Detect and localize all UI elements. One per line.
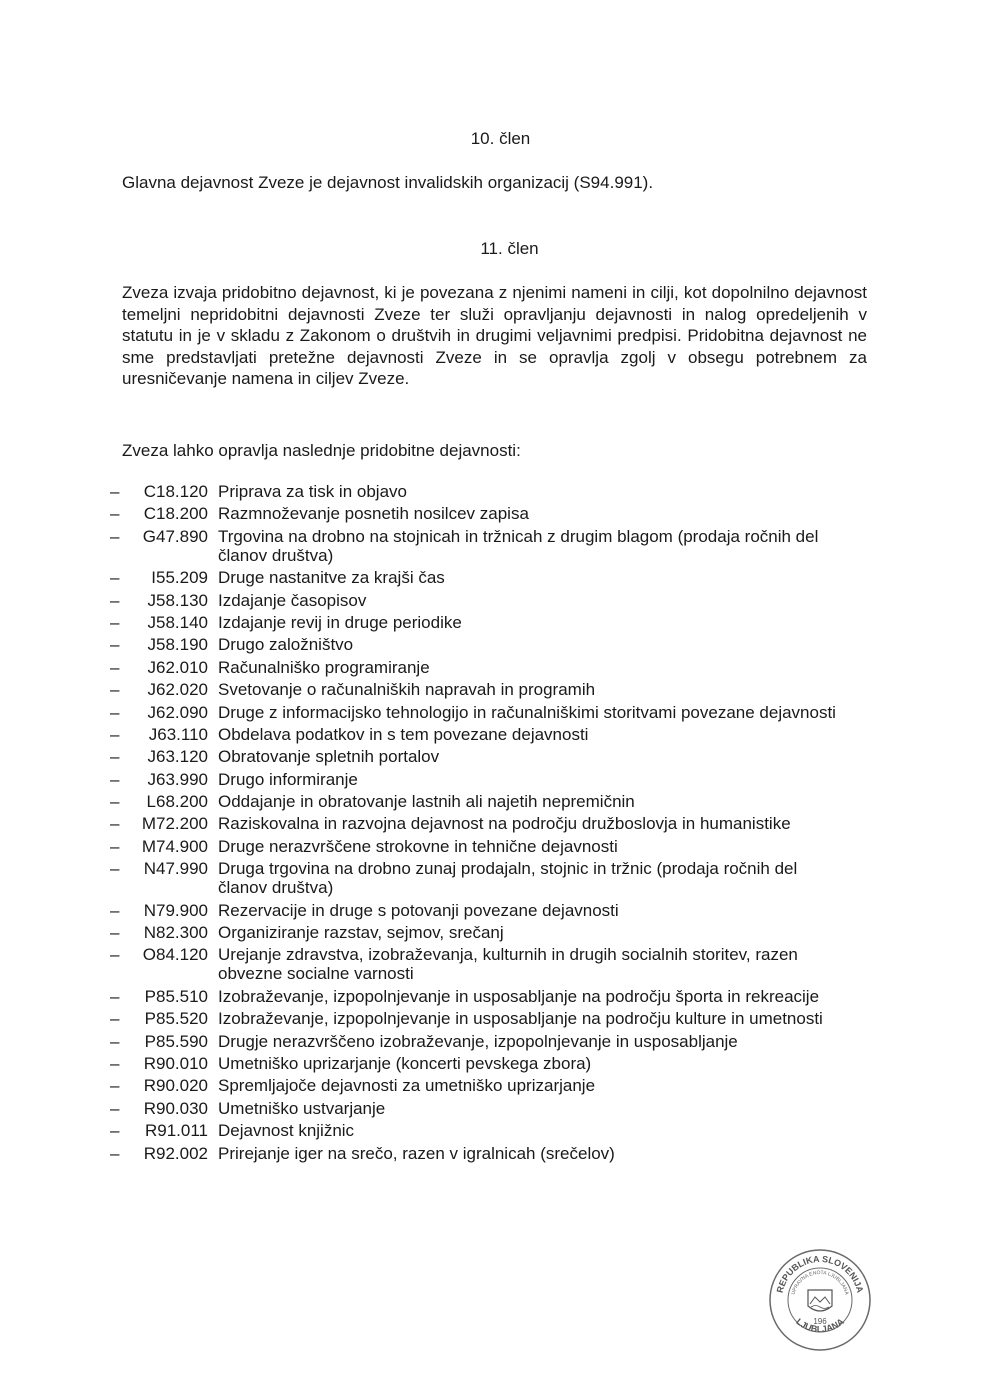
list-dash: –	[110, 724, 120, 744]
list-dash: –	[110, 680, 120, 700]
activity-item	[110, 814, 850, 833]
activity-code: N82.300	[143, 923, 208, 943]
article-11-text: Zveza izvaja pridobitno dejavnost, ki je povezana z njenimi nameni in cilji, kot dopolnilno dejavnost temeljni nepridobitni dejavnosti Zveze ter služi opravljanju dejavnosti in nalog opredeljenih v statutu in je v skladu z Zakonom o društvih in drugimi veljavnimi predpisi. Pridobitna dejavnost ne sme predstavljati pretežne dejavnosti Zveze in se opravlja zgolj v obsegu potrebnem za uresničevanje namena in ciljev Zveze.	[122, 283, 867, 388]
activity-description: Druge nerazvrščene strokovne in tehnične dejavnosti	[218, 836, 618, 856]
activity-description: Razmnoževanje posnetih nosilcev zapisa	[218, 504, 529, 524]
activity-code: J62.010	[147, 657, 208, 677]
activity-code: J58.130	[147, 590, 208, 610]
list-dash: –	[110, 482, 120, 501]
activity-description: Druge z informacijsko tehnologijo in računalniškimi storitvami povezane dejavnosti	[218, 702, 836, 722]
activity-item	[110, 591, 850, 610]
activity-description: Izobraževanje, izpopolnjevanje in usposabljanje na področju športa in rekreacije	[218, 986, 820, 1006]
activity-description: Druge nastanitve za krajši čas	[218, 568, 445, 588]
activity-code: J63.990	[147, 769, 208, 789]
activity-item	[110, 658, 850, 677]
activity-description: Raziskovalna in razvojna dejavnost na področju družboslovja in humanistike	[218, 814, 791, 834]
activity-code: J63.120	[147, 747, 208, 767]
activity-description: Obdelava podatkov in s tem povezane dejavnosti	[218, 724, 589, 744]
activity-item	[110, 859, 850, 897]
activity-description: Prirejanje iger na srečo, razen v igralnicah (srečelov)	[218, 1143, 615, 1163]
activity-code: I55.209	[151, 568, 208, 588]
activity-item	[110, 1009, 850, 1028]
activity-description: Svetovanje o računalniških napravah in programih	[218, 680, 596, 700]
list-dash: –	[110, 1143, 120, 1163]
activity-description: Rezervacije in druge s potovanji povezane dejavnosti	[218, 900, 619, 920]
activity-code: N47.990	[143, 859, 208, 879]
activity-code: J58.190	[147, 635, 208, 655]
activity-code: M72.200	[141, 814, 208, 834]
stamp-number: 196	[813, 1317, 827, 1326]
activity-item	[110, 923, 850, 942]
activity-description: Izobraževanje, izpopolnjevanje in usposabljanje na področju kulture in umetnosti	[218, 1009, 823, 1029]
stamp-bottom-text: LJUBLJANA	[794, 1316, 846, 1335]
stamp-outer-ring	[770, 1250, 870, 1350]
list-dash: –	[110, 526, 120, 546]
activity-code: P85.590	[144, 1031, 208, 1051]
activity-item	[110, 1054, 850, 1073]
activity-code: R91.011	[144, 1121, 208, 1141]
activity-description: Priprava za tisk in objavo	[218, 482, 407, 501]
activity-description: Oddajanje in obratovanje lastnih ali najetih nepremičnin	[218, 792, 635, 812]
activity-description: Druga trgovina na drobno zunaj prodajaln, stojnic in tržnic (prodaja ročnih del članov društva)	[218, 859, 798, 898]
activity-code: P85.520	[144, 1009, 208, 1029]
activity-code: C18.120	[143, 482, 208, 501]
activity-code: J62.090	[147, 702, 208, 722]
activity-item	[110, 837, 850, 856]
activity-item	[110, 945, 850, 983]
activity-description: Organiziranje razstav, sejmov, srečanj	[218, 923, 504, 943]
list-dash: –	[110, 747, 120, 767]
article-10-text: Glavna dejavnost Zveze je dejavnost invalidskih organizacij (S94.991).	[122, 173, 654, 192]
list-dash: –	[110, 568, 120, 588]
coat-of-arms-icon	[808, 1290, 832, 1311]
activity-item	[110, 482, 850, 501]
activity-item	[110, 792, 850, 811]
article-10-heading: 10. člen	[470, 129, 531, 148]
activity-item	[110, 680, 850, 699]
activity-description: Izdajanje časopisov	[218, 590, 367, 610]
stamp-inner-text: UPRAVNA ENOTA LJUBLJANA	[790, 1269, 850, 1296]
activity-item	[110, 987, 850, 1006]
list-dash: –	[110, 814, 120, 834]
activity-item	[110, 1121, 850, 1140]
activity-item	[110, 527, 850, 565]
list-dash: –	[110, 900, 120, 920]
activity-code: G47.890	[142, 526, 208, 546]
activity-item	[110, 635, 850, 654]
list-dash: –	[110, 859, 120, 879]
activity-description: Izdajanje revij in druge periodike	[218, 612, 462, 632]
list-dash: –	[110, 836, 120, 856]
activity-description: Trgovina na drobno na stojnicah in tržnicah z drugim blagom (prodaja ročnih del članov društva)	[218, 526, 819, 565]
activity-item	[110, 1099, 850, 1118]
activity-description: Drugje nerazvrščeno izobraževanje, izpopolnjevanje in usposabljanje	[218, 1031, 738, 1051]
activities-intro: Zveza lahko opravlja naslednje pridobitne dejavnosti:	[122, 441, 521, 460]
activity-description: Drugo informiranje	[218, 769, 358, 789]
list-dash: –	[110, 635, 120, 655]
list-dash: –	[110, 612, 120, 632]
list-dash: –	[110, 1098, 120, 1118]
activity-code: R92.002	[143, 1143, 208, 1163]
official-stamp	[768, 1248, 872, 1352]
activity-description: Umetniško ustvarjanje	[218, 1098, 386, 1118]
activity-code: J62.020	[147, 680, 208, 700]
activity-description: Spremljajoče dejavnosti za umetniško uprizarjanje	[218, 1076, 596, 1096]
activity-item	[110, 770, 850, 789]
activity-code: M74.900	[141, 836, 208, 856]
list-dash: –	[110, 1031, 120, 1051]
activity-description: Računalniško programiranje	[218, 657, 430, 677]
activity-item	[110, 747, 850, 766]
activities-list	[110, 482, 850, 1166]
activity-code: J58.140	[147, 612, 208, 632]
activity-item	[110, 725, 850, 744]
list-dash: –	[110, 1121, 120, 1141]
activity-code: J63.110	[148, 724, 208, 744]
list-dash: –	[110, 923, 120, 943]
activity-code: P85.510	[144, 986, 208, 1006]
activity-item	[110, 568, 850, 587]
activity-description: Drugo založništvo	[218, 635, 354, 655]
activity-item	[110, 504, 850, 523]
stamp-top-text: REPUBLIKA SLOVENIJA	[774, 1253, 866, 1294]
activity-item	[110, 703, 850, 722]
activity-code: R90.020	[143, 1076, 208, 1096]
activity-description: Urejanje zdravstva, izobraževanja, kulturnih in drugih socialnih storitev, razen obvezne socialne varnosti	[218, 945, 798, 984]
activity-code: N79.900	[143, 900, 208, 920]
activity-description: Obratovanje spletnih portalov	[218, 747, 440, 767]
list-dash: –	[110, 702, 120, 722]
list-dash: –	[110, 504, 120, 524]
activity-item	[110, 613, 850, 632]
list-dash: –	[110, 769, 120, 789]
list-dash: –	[110, 986, 120, 1006]
activity-code: R90.030	[143, 1098, 208, 1118]
activity-item	[110, 1076, 850, 1095]
activity-description: Dejavnost knjižnic	[218, 1121, 355, 1141]
list-dash: –	[110, 590, 120, 610]
activity-description: Umetniško uprizarjanje (koncerti pevskega zbora)	[218, 1053, 592, 1073]
activity-code: O84.120	[142, 945, 208, 965]
activity-item	[110, 1144, 850, 1163]
activity-item	[110, 1032, 850, 1051]
activity-code: C18.200	[143, 504, 208, 524]
activity-code: R90.010	[143, 1053, 208, 1073]
list-dash: –	[110, 945, 120, 965]
activity-code: L68.200	[146, 792, 208, 812]
activity-item	[110, 901, 850, 920]
article-11-heading: 11. člen	[480, 239, 539, 258]
list-dash: –	[110, 657, 120, 677]
list-dash: –	[110, 1053, 120, 1073]
list-dash: –	[110, 792, 120, 812]
list-dash: –	[110, 1076, 120, 1096]
list-dash: –	[110, 1009, 120, 1029]
